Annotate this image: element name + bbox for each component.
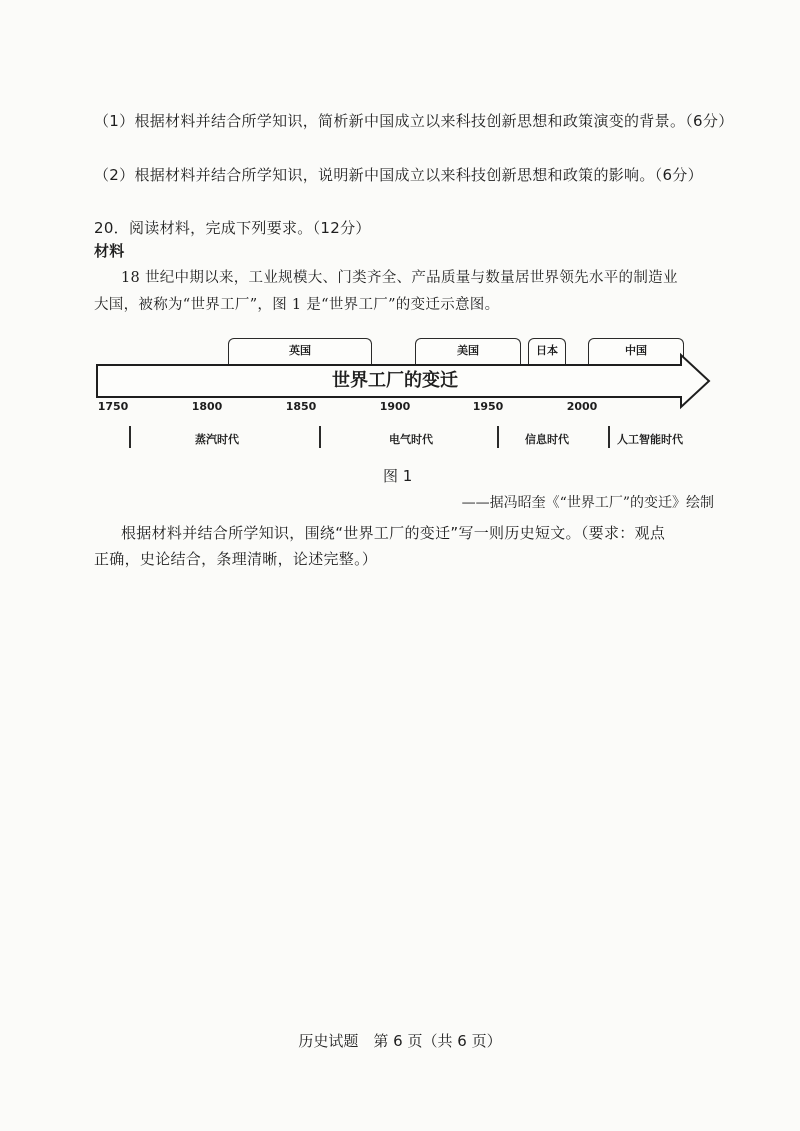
country-box-usa: 美国 xyxy=(415,338,521,365)
figure-caption: 图 1 xyxy=(383,467,413,485)
task-text-line2: 正确，史论结合，条理清晰，论述完整。） xyxy=(94,550,378,568)
country-box-britain: 英国 xyxy=(228,338,372,365)
page-footer: 历史试题 第 6 页（共 6 页） xyxy=(298,1032,502,1050)
year-label: 1800 xyxy=(191,400,223,413)
task-text-line1: 根据材料并结合所学知识，围绕“世界工厂的变迁”写一则历史短文。（要求：观点 xyxy=(121,524,666,542)
material-text-line2: 大国，被称为“世界工厂”，图 1 是“世界工厂”的变迁示意图。 xyxy=(94,297,500,313)
material-label: 材料 xyxy=(94,242,125,260)
year-label: 2000 xyxy=(566,400,598,413)
era-divider xyxy=(319,426,321,448)
question-20-heading: 20．阅读材料，完成下列要求。（12分） xyxy=(94,219,371,237)
era-steam: 蒸汽时代 xyxy=(195,433,239,446)
country-box-japan: 日本 xyxy=(528,338,566,365)
era-divider xyxy=(497,426,499,448)
country-box-china: 中国 xyxy=(588,338,684,365)
world-factory-timeline xyxy=(95,327,715,457)
year-label: 1750 xyxy=(97,400,129,413)
era-divider xyxy=(129,426,131,448)
era-electric: 电气时代 xyxy=(389,433,433,446)
arrow-title: 世界工厂的变迁 xyxy=(332,370,458,391)
era-divider xyxy=(608,426,610,448)
year-label: 1850 xyxy=(285,400,317,413)
question-2: （2）根据材料并结合所学知识，说明新中国成立以来科技创新思想和政策的影响。（6分） xyxy=(94,166,703,184)
question-1: （1）根据材料并结合所学知识，简析新中国成立以来科技创新思想和政策演变的背景。（6分） xyxy=(94,112,734,130)
era-ai: 人工智能时代 xyxy=(617,433,683,446)
era-information: 信息时代 xyxy=(525,433,569,446)
material-text-line1: 18 世纪中期以来，工业规模大、门类齐全、产品质量与数量居世界领先水平的制造业 xyxy=(121,270,678,286)
year-label: 1950 xyxy=(472,400,504,413)
year-label: 1900 xyxy=(379,400,411,413)
figure-source: ——据冯昭奎《“世界工厂”的变迁》绘制 xyxy=(461,495,714,511)
